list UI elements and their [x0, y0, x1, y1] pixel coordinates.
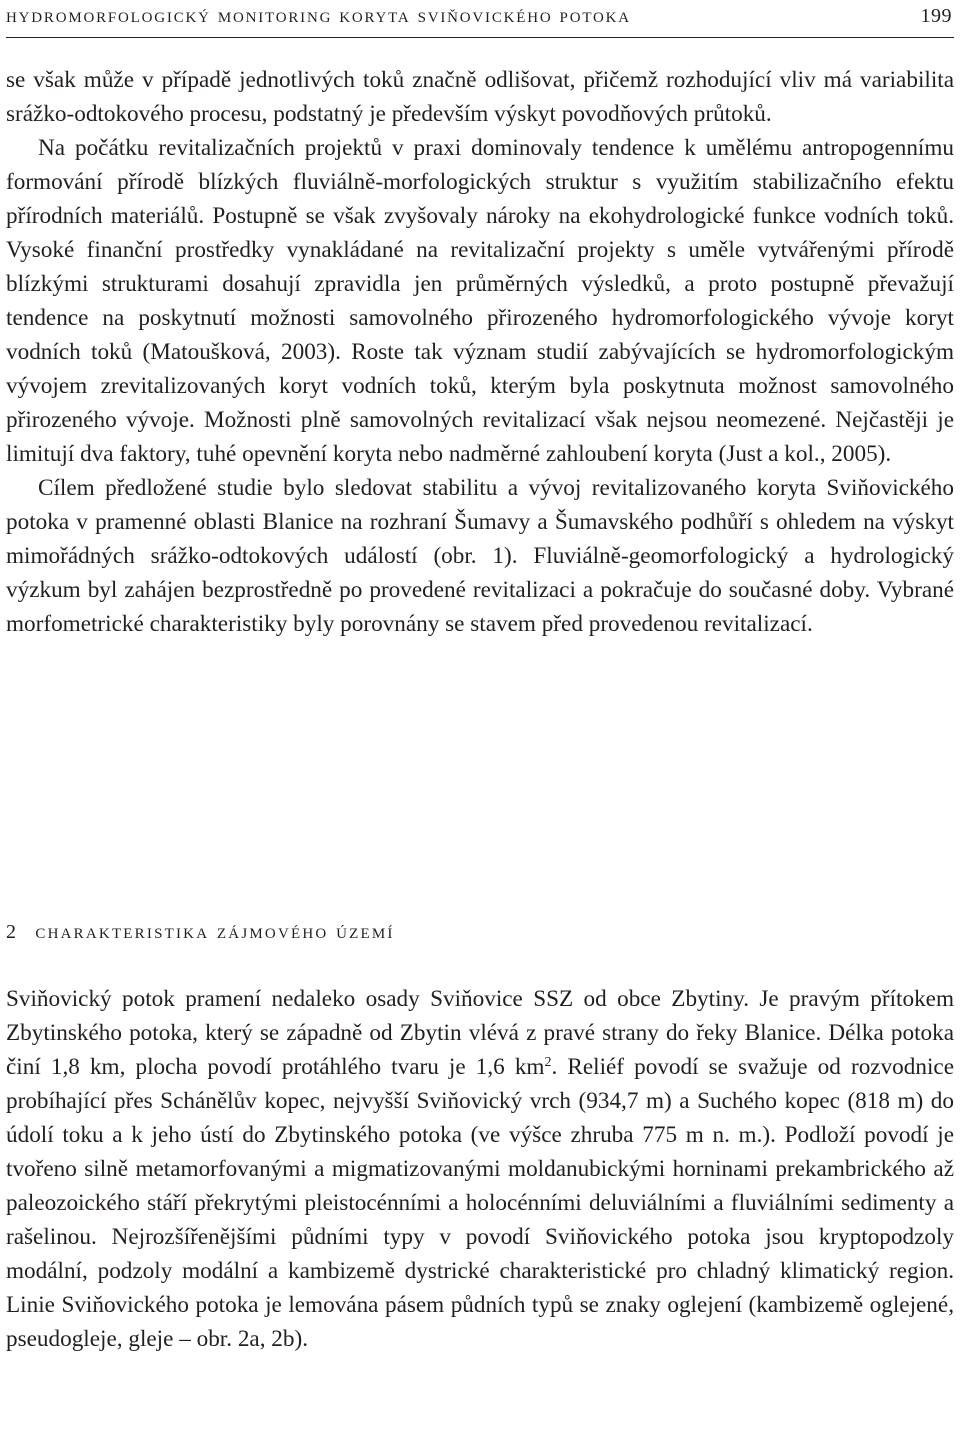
section-number: 2: [6, 921, 19, 943]
section-heading: [6, 916, 954, 947]
section-title: charakteristika zájmového území: [35, 918, 395, 943]
running-head: [6, 3, 954, 29]
paragraph-1-indented: Na počátku revitalizačních projektů v praxi dominovaly tendence k umělému antropogennímu formování přírodě blízkých fluviálně-morfologických struktur s využitím stabilizačního efektu přírodních materiálů. Postupně se však zvyšovaly nároky na ekohydrologické funkce vodních toků. Vysoké finanční prostředky vynakládané na revitalizační projekty s uměle vytvářenými přírodě blízkými strukturami dosahují zpravidla jen průměrných výsledků, a proto postupně převažují tendence na poskytnutí možnosti samovolného přirozeného hydromorfologického vývoje koryt vodních toků (Matoušková, 2003). Roste tak význam studií zabývajících se hydromorfologickým vývojem zrevitalizovaných koryt vodních toků, kterým byla poskytnuta možnost samovolného přirozeného vývoje. Možnosti plně samovolných revitalizací však nejsou neomezené. Nejčastěji je limitují dva faktory, tuhé opevnění koryta nebo nadměrné zahloubení koryta (Just a kol., 2005).: [6, 135, 954, 467]
paragraph-3-part-2: . Reliéf povodí se svažuje od rozvodnice probíhající přes Schánělův kopec, nejvyšší Sviňovický vrch (934,7 m) a Suchého kopec (818 m) do údolí toku a k jeho ústí do Zbytinského potoka (ve výšce zhruba 775 m n. m.). Podloží povodí je tvořeno silně metamorfovanými a migmatizovanými moldanubickými horninami prekambrického až paleozoického stáří překrytými pleistocénními a holocénními deluviálními a fluviálními sedimenty a rašelinou. Nejrozšířenějšími půdními typy v povodí Sviňovického potoka jsou kryptopodzoly modální, podzoly modální a kambizemě dystrické charakteristické pro chladný klimatický region. Linie Sviňovického potoka je lemována pásem půdních typů se znaky oglejení (kambizemě oglejené, pseudogleje, gleje – obr. 2a, 2b).: [6, 1054, 954, 1352]
header-rule: [6, 37, 954, 38]
area-unit-superscript: 2: [544, 1055, 552, 1070]
paragraph-1-continuation: se však může v případě jednotlivých toků značně odlišovat, přičemž rozhodující vliv má variabilita srážko-odtokového procesu, podstatný je především výskyt povodňových průtoků.: [6, 67, 954, 127]
body-text-bottom: [6, 982, 954, 1356]
body-text-top: [6, 63, 954, 641]
paragraph-3-part-1: Sviňovický potok pramení nedaleko osady Sviňovice SSZ od obce Zbytiny. Je pravým přítokem Zbytinského potoka, který se západně od Zbytin vlévá z pravé strany do řeky Blanice. Délka potoka činí 1,8 km, plocha povodí protáhlého tvaru je 1,6 km: [6, 986, 954, 1080]
paragraph-3: [6, 982, 954, 1356]
page-number: 199: [920, 5, 952, 27]
running-title: hydromorfologický monitoring koryta sviňovického potoka: [6, 3, 631, 27]
paragraph-1: [6, 63, 954, 471]
paragraph-2: Cílem předložené studie bylo sledovat stabilitu a vývoj revitalizovaného koryta Sviňovického potoka v pramenné oblasti Blanice na rozhraní Šumavy a Šumavského podhůří s ohledem na výskyt mimořádných srážko-odtokových událostí (obr. 1). Fluviálně-geomorfologický a hydrologický výzkum byl zahájen bezprostředně po provedené revitalizaci a pokračuje do současné doby. Vybrané morfometrické charakteristiky byly porovnány se stavem před provedenou revitalizací.: [6, 475, 954, 637]
